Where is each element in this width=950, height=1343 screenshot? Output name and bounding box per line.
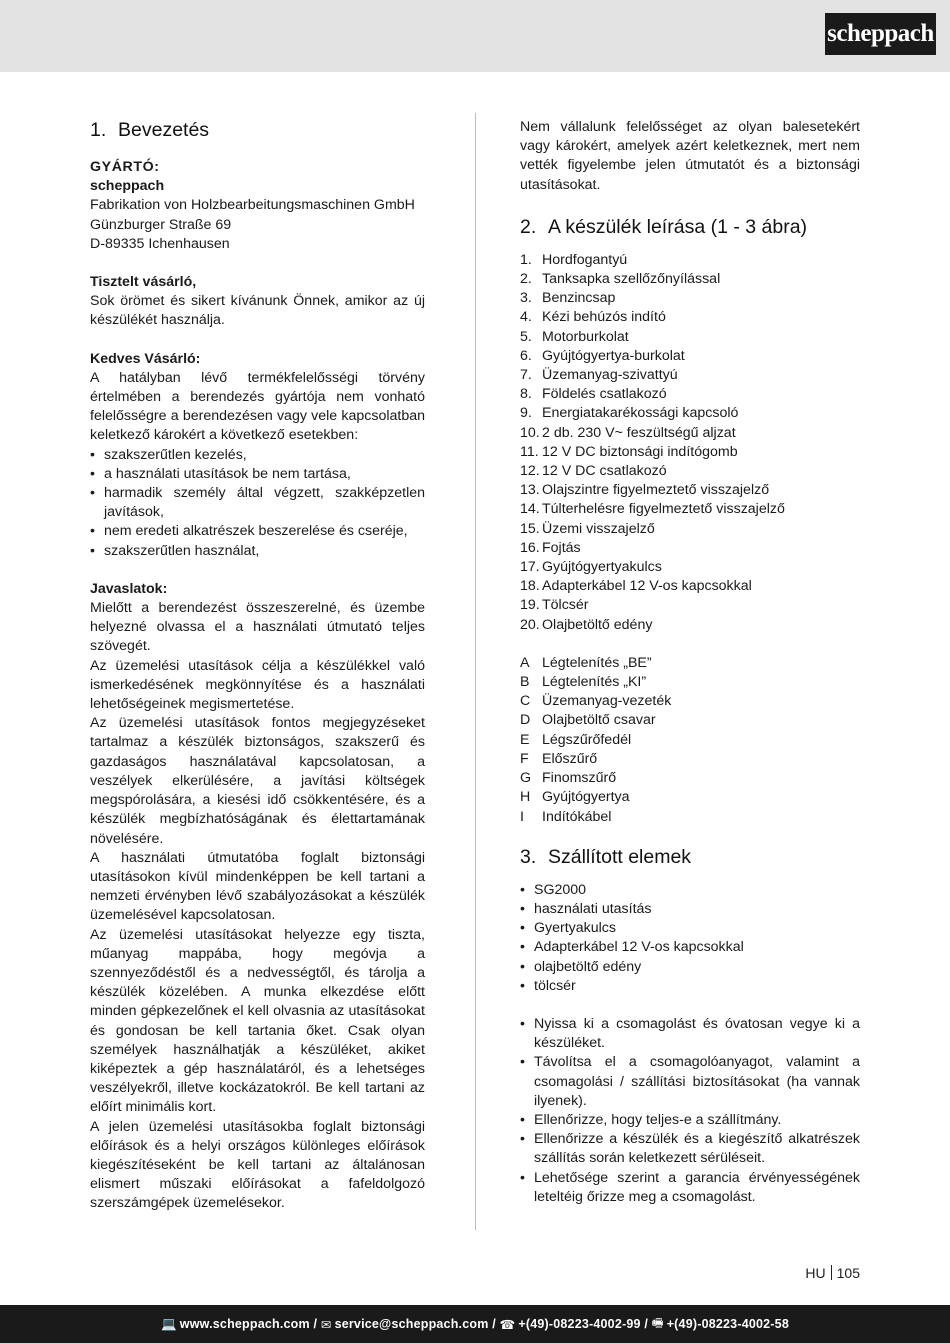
list-item: • SG2000 xyxy=(520,881,860,900)
list-item xyxy=(520,616,860,635)
page-language: HU xyxy=(805,1265,826,1281)
list-item: • olajbetöltő edény xyxy=(520,958,860,977)
section-2-heading xyxy=(520,215,860,239)
list-item-text: Olajbetöltő edény xyxy=(542,616,653,633)
manufacturer-label: GYÁRTÓ: xyxy=(90,159,160,175)
list-item xyxy=(520,731,860,750)
column-divider xyxy=(475,113,476,1230)
list-item-text: Fojtás xyxy=(542,539,581,556)
footer-separator: / xyxy=(640,1317,652,1331)
left-column xyxy=(90,118,425,1214)
manufacturer-name: scheppach xyxy=(90,178,165,195)
list-item xyxy=(520,481,860,500)
list-item xyxy=(520,289,860,308)
phone-icon: ☎ xyxy=(499,1317,516,1332)
list-item-text: Olajbetöltő csavar xyxy=(542,712,656,729)
list-item xyxy=(520,808,860,827)
list-item-text: Légszűrőfedél xyxy=(542,731,632,748)
list-item-number: 3. xyxy=(520,290,532,307)
list-item xyxy=(520,385,860,404)
list-item xyxy=(520,520,860,539)
page-number-separator xyxy=(831,1265,832,1280)
footer-phone: +(49)-08223-4002-99 xyxy=(518,1317,641,1331)
list-item-text: Motorburkolat xyxy=(542,328,629,345)
list-item-number: 1. xyxy=(520,251,532,268)
list-item-number: 5. xyxy=(520,328,532,345)
list-item-number: E xyxy=(520,731,530,748)
recommend-paragraph: Az üzemelési utasítások fontos megjegyzéseket tartalmaz a készülék biztonságos, szakszerű és gazdaságos használatával kapcsolatosan, a veszélyek elkerülésére, a javítási költségek megspórolására, a kiesési idő csökkentésére, és a készülék megbízhatóságának és élettartamának növelésére. xyxy=(90,715,425,847)
list-item xyxy=(520,270,860,289)
list-item xyxy=(520,558,860,577)
recommend-title: Javaslatok: xyxy=(90,580,168,597)
section-3-heading xyxy=(520,845,860,869)
list-item xyxy=(520,654,860,673)
list-item-number: 9. xyxy=(520,405,532,422)
list-item: • Ellenőrizze a készülék és a kiegészítő alkatrészek szállítás során keletkezett sérüléseit. xyxy=(520,1130,860,1168)
list-item xyxy=(520,673,860,692)
list-item-number: 11. xyxy=(520,443,539,460)
section-2-number: 2. xyxy=(520,215,537,238)
list-item: • harmadik személy által végzett, szakképzetlen javítások, xyxy=(90,484,425,522)
list-item xyxy=(520,539,860,558)
list-item-number: 4. xyxy=(520,309,532,326)
section-3-title: Szállított elemek xyxy=(548,845,692,868)
list-item-number: 2. xyxy=(520,271,532,288)
footer-website[interactable]: www.scheppach.com xyxy=(179,1317,310,1331)
list-item-number: B xyxy=(520,674,530,691)
list-item xyxy=(520,328,860,347)
greeting-2-text: A hatályban lévő termékfelelősségi törvény értelmében a berendezés gyártója nem vonható felelősségre a berendezésen vagy vele kapcsolatban keletkező károkért a következő esetekben: xyxy=(90,369,425,444)
list-item: • nem eredeti alkatrészek beszerelése és cseréje, xyxy=(90,522,425,541)
list-item: • a használati utasítások be nem tartása, xyxy=(90,465,425,484)
list-item-number: A xyxy=(520,654,530,671)
recommend-paragraph: Mielőtt a berendezést összeszerelné, és üzembe helyezné olvassa el a használati útmutató teljes szövegét. xyxy=(90,600,425,655)
page-number-value: 105 xyxy=(836,1265,860,1281)
list-item-text: Üzemanyag-szivattyú xyxy=(542,367,678,384)
list-item-text: Finomszűrő xyxy=(542,770,617,787)
list-item-text: 2 db. 230 V~ feszültségű aljzat xyxy=(542,424,736,441)
list-item-text: Kézi behúzós indító xyxy=(542,309,666,326)
list-item-number: 13. xyxy=(520,482,540,499)
list-item-text: Gyújtógyertyakulcs xyxy=(542,559,662,576)
list-item-text: Tanksapka szellőzőnyílással xyxy=(542,271,721,288)
list-item-text: Légtelenítés „KI” xyxy=(542,674,647,691)
unpacking-instructions-list xyxy=(520,1015,860,1207)
section-1-heading xyxy=(90,118,425,142)
list-item-text: Adapterkábel 12 V-os kapcsokkal xyxy=(542,578,752,595)
list-item-number: 10. xyxy=(520,424,540,441)
list-item-number: D xyxy=(520,712,531,729)
list-item-text: Indítókábel xyxy=(542,808,612,825)
list-item xyxy=(520,424,860,443)
list-item-number: C xyxy=(520,693,531,710)
greeting-1-title: Tisztelt vásárló, xyxy=(90,274,197,291)
delivered-items-list xyxy=(520,881,860,996)
list-item-number: 14. xyxy=(520,501,540,518)
list-item-text: Tölcsér xyxy=(542,597,589,614)
list-item-text: Előszűrő xyxy=(542,750,598,767)
list-item xyxy=(520,788,860,807)
recommend-paragraph: A jelen üzemelési utasításokba foglalt biztonsági előírások és a helyi országos különleges előírások kiegészítéseként be kell tartani az általánosan elismert műszaki előírásokat a fafeldolgozó szerszámgépek üzemelésekor. xyxy=(90,1118,425,1212)
footer-fax: +(49)-08223-4002-58 xyxy=(666,1317,789,1331)
list-item-text: Benzincsap xyxy=(542,290,616,307)
footer-bar xyxy=(0,1305,950,1343)
list-item-number: I xyxy=(520,808,524,825)
list-item-number: 6. xyxy=(520,347,532,364)
list-item: • használati utasítás xyxy=(520,900,860,919)
list-item: • Nyissa ki a csomagolást és óvatosan vegye ki a készüléket. xyxy=(520,1015,860,1053)
list-item-number: 12. xyxy=(520,463,540,480)
recommend-paragraph: Az üzemelési utasítások célja a készülékkel való ismerkedésének megkönnyítése és a használati lehetőségeinek megismertetése. xyxy=(90,657,425,713)
list-item: • Távolítsa el a csomagolóanyagot, valamint a csomagolási / szállítási biztosításokat (ha vannak ilyenek). xyxy=(520,1053,860,1111)
footer-separator: / xyxy=(488,1317,500,1331)
footer-email[interactable]: service@scheppach.com xyxy=(334,1317,489,1331)
list-item xyxy=(520,404,860,423)
section-1-number: 1. xyxy=(90,119,107,141)
list-item xyxy=(520,769,860,788)
list-item xyxy=(520,443,860,462)
list-item xyxy=(520,251,860,270)
footer-separator: / xyxy=(309,1317,321,1331)
greeting-2-title: Kedves Vásárló: xyxy=(90,350,201,367)
list-item-number: H xyxy=(520,789,531,806)
list-item xyxy=(520,750,860,769)
scheppach-logo: scheppach xyxy=(825,13,936,55)
parts-list xyxy=(520,251,860,635)
liability-cases-list xyxy=(90,446,425,561)
liability-intro: Nem vállalunk felelősséget az olyan balesetekért vagy károkért, amelyek azért keletkeznek, mert nem vették figyelembe jelen útmutatót és a biztonsági utasításokat. xyxy=(520,119,860,193)
list-item-number: 7. xyxy=(520,367,532,384)
list-item xyxy=(520,347,860,366)
address-line: D-89335 Ichenhausen xyxy=(90,235,230,252)
recommend-paragraph: Az üzemelési utasításokat helyezze egy tiszta, műanyag mappába, hogy megóvja a szennyeződéstől és a nedvességtől, és tárolja a készülék közelében. A munka elkezdése előtt minden gépkezelőnek el kell olvasnia az utasításokat és gondosan be kell tartania őket. Csak olyan személyek használhatják a készüléket, akiket kiképeztek a gép használatáról, és a lehetséges veszélyekről, illetve kockázatokról. Be kell tartani az előírt minimális kort. xyxy=(90,926,425,1116)
header-band xyxy=(0,0,950,72)
list-item-number: F xyxy=(520,750,529,767)
list-item-number: 17. xyxy=(520,559,540,576)
list-item-text: Üzemanyag-vezeték xyxy=(542,693,672,710)
list-item: • szakszerűtlen használat, xyxy=(90,542,425,561)
list-item: • tölcsér xyxy=(520,977,860,996)
section-3-number: 3. xyxy=(520,845,537,868)
list-item: • Ellenőrizze, hogy teljes-e a szállítmány. xyxy=(520,1111,860,1130)
list-item-number: 19. xyxy=(520,597,540,614)
page-number xyxy=(760,1265,860,1281)
list-item xyxy=(520,596,860,615)
section-2-title: A készülék leírása (1 - 3 ábra) xyxy=(548,215,808,238)
list-item-text: Földelés csatlakozó xyxy=(542,386,667,403)
list-item: • Lehetősége szerint a garancia érvényességének leteltéig őrizze meg a csomagolást. xyxy=(520,1169,860,1207)
list-item xyxy=(520,308,860,327)
right-column xyxy=(520,118,860,1207)
list-item-text: Olajszintre figyelmeztető visszajelző xyxy=(542,482,770,499)
list-item-number: 16. xyxy=(520,539,540,556)
list-item xyxy=(520,577,860,596)
recommend-paragraph: A használati útmutatóba foglalt biztonsági utasításokon kívül mindenképpen be kell tartani a nemzeti érvényben lévő szabályozásokat a készülék üzemelésével kapcsolatosan. xyxy=(90,849,425,924)
list-item-text: 12 V DC csatlakozó xyxy=(542,463,667,480)
list-item-text: Gyújtógyertya xyxy=(542,789,630,806)
computer-icon: 💻 xyxy=(161,1316,177,1331)
list-item: • szakszerűtlen kezelés, xyxy=(90,446,425,465)
list-item-number: 18. xyxy=(520,578,540,595)
list-item-text: 12 V DC biztonsági indítógomb xyxy=(542,443,738,460)
list-item xyxy=(520,692,860,711)
list-item-text: Légtelenítés „BE” xyxy=(542,654,652,671)
list-item-text: Hordfogantyú xyxy=(542,251,628,268)
list-item xyxy=(520,711,860,730)
address-line: Fabrikation von Holzbearbeitungsmaschinen GmbH xyxy=(90,197,415,214)
section-1-title: Bevezetés xyxy=(118,119,210,141)
mail-icon: ✉ xyxy=(320,1317,332,1332)
list-item-text: Túlterhelésre figyelmeztető visszajelző xyxy=(542,501,785,518)
list-item xyxy=(520,500,860,519)
greeting-1-text: Sok örömet és sikert kívánunk Önnek, amikor az új készülékét használja. xyxy=(90,293,425,329)
list-item-text: Energiatakarékossági kapcsoló xyxy=(542,405,739,422)
list-item-number: 20. xyxy=(520,616,540,633)
list-item-text: Gyújtógyertya-burkolat xyxy=(542,347,685,364)
list-item-number: 15. xyxy=(520,520,540,537)
address-line: Günzburger Straße 69 xyxy=(90,216,232,233)
list-item xyxy=(520,462,860,481)
components-list xyxy=(520,654,860,827)
fax-icon: 🖷 xyxy=(651,1315,664,1330)
list-item: • Gyertyakulcs xyxy=(520,919,860,938)
list-item-text: Üzemi visszajelző xyxy=(542,520,655,537)
list-item-number: G xyxy=(520,770,532,787)
list-item xyxy=(520,366,860,385)
list-item: • Adapterkábel 12 V-os kapcsokkal xyxy=(520,938,860,957)
list-item-number: 8. xyxy=(520,386,532,403)
